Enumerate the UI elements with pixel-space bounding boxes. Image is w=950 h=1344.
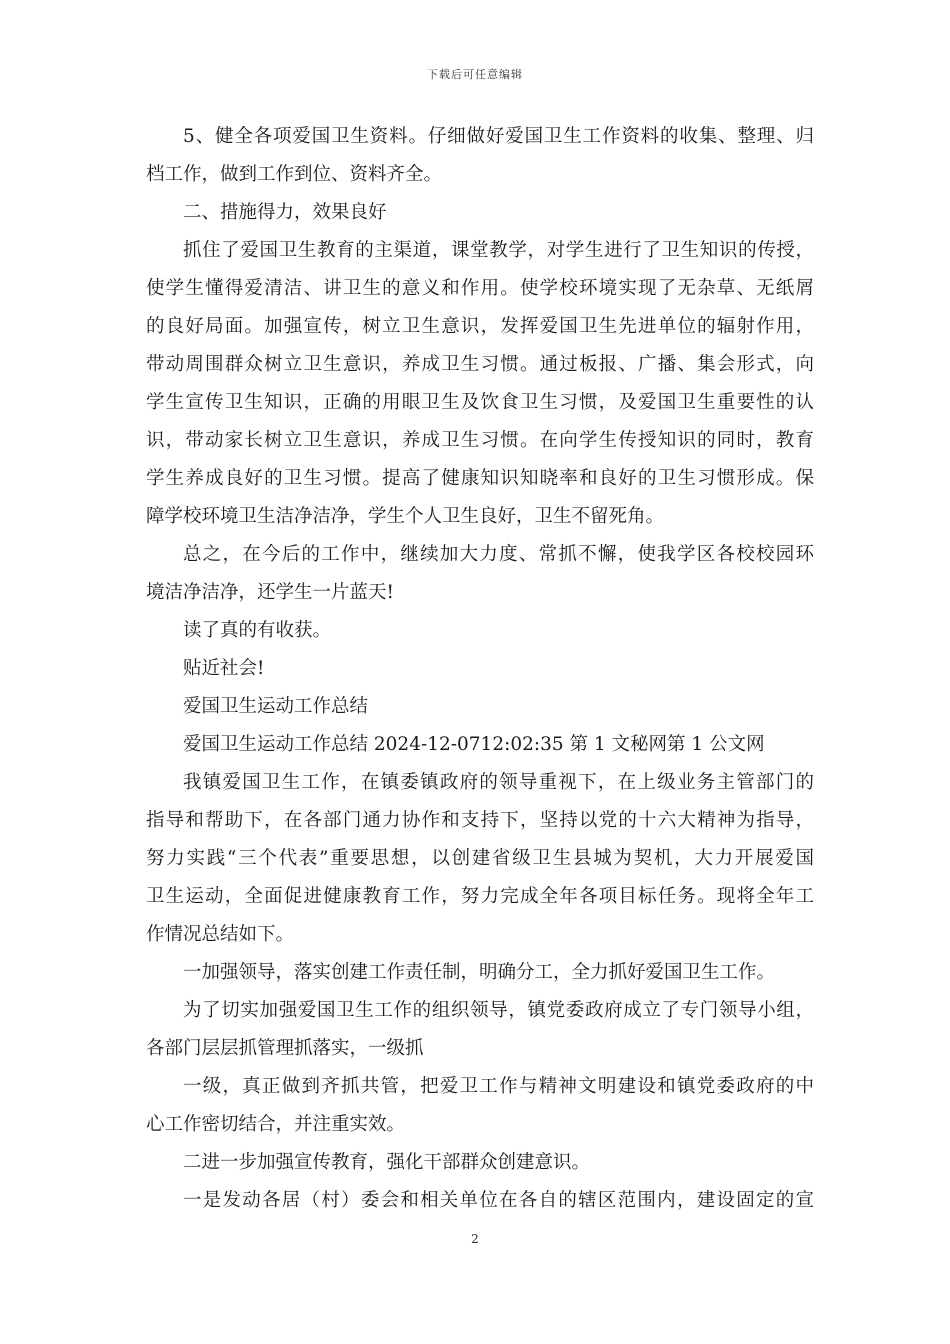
text-line: 学生宣传卫生知识，正确的用眼卫生及饮食卫生习惯，及爱国卫生重要性的认 xyxy=(146,392,814,413)
text-line: 一是发动各居（村）委会和相关单位在各自的辖区范围内，建设固定的宣 xyxy=(183,1190,814,1211)
text-line: 卫生运动，全面促进健康教育工作，努力完成全年各项目标任务。现将全年工 xyxy=(146,886,814,907)
page-header-note: 下载后可任意编辑 xyxy=(427,68,523,81)
text-line: 使学生懂得爱清洁、讲卫生的意义和作用。使学校环境实现了无杂草、无纸屑 xyxy=(146,278,814,299)
text-line: 二、措施得力，效果良好 xyxy=(183,202,387,223)
text-line: 心工作密切结合，并注重实效。 xyxy=(146,1114,406,1135)
text-line: 识，带动家长树立卫生意识，养成卫生习惯。在向学生传授知识的同时，教育 xyxy=(146,430,814,451)
text-line: 5、健全各项爱国卫生资料。仔细做好爱国卫生工作资料的收集、整理、归 xyxy=(183,126,814,147)
text-line: 带动周围群众树立卫生意识，养成卫生习惯。通过板报、广播、集会形式，向 xyxy=(146,354,814,375)
text-line: 一加强领导，落实创建工作责任制，明确分工，全力抓好爱国卫生工作。 xyxy=(183,962,776,983)
text-line: 我镇爱国卫生工作，在镇委镇政府的领导重视下，在上级业务主管部门的 xyxy=(183,772,814,793)
document-body xyxy=(146,118,814,1220)
text-line: 指导和帮助下，在各部门通力协作和支持下，坚持以党的十六大精神为指导， xyxy=(146,810,814,831)
text-line: 读了真的有收获。 xyxy=(183,620,332,641)
text-line: 境洁净洁净，还学生一片蓝天! xyxy=(146,582,394,603)
page-number: 2 xyxy=(471,1232,479,1246)
text-line: 努力实践“三个代表”重要思想，以创建省级卫生县城为契机，大力开展爱国 xyxy=(146,848,814,869)
text-line: 总之，在今后的工作中，继续加大力度、常抓不懈，使我学区各校校园环 xyxy=(183,544,814,565)
text-line: 各部门层层抓管理抓落实，一级抓 xyxy=(146,1038,424,1059)
text-line: 抓住了爱国卫生教育的主渠道，课堂教学，对学生进行了卫生知识的传授， xyxy=(183,240,814,261)
text-line: 贴近社会! xyxy=(183,658,265,679)
text-line: 爱国卫生运动工作总结 2024-12-0712:02:35 第 1 文秘网第 1 公文网 xyxy=(183,734,765,755)
text-line: 二进一步加强宣传教育，强化干部群众创建意识。 xyxy=(183,1152,591,1173)
text-line: 为了切实加强爱国卫生工作的组织领导，镇党委政府成立了专门领导小组， xyxy=(183,1000,814,1021)
text-line: 障学校环境卫生洁净洁净，学生个人卫生良好，卫生不留死角。 xyxy=(146,506,665,527)
text-line: 作情况总结如下。 xyxy=(146,924,295,945)
text-line: 一级，真正做到齐抓共管，把爱卫工作与精神文明建设和镇党委政府的中 xyxy=(183,1076,814,1097)
text-line: 学生养成良好的卫生习惯。提高了健康知识知晓率和良好的卫生习惯形成。保 xyxy=(146,468,814,489)
text-line: 的良好局面。加强宣传，树立卫生意识，发挥爱国卫生先进单位的辐射作用， xyxy=(146,316,814,337)
text-line: 爱国卫生运动工作总结 xyxy=(183,696,369,717)
text-line: 档工作，做到工作到位、资料齐全。 xyxy=(146,164,443,185)
